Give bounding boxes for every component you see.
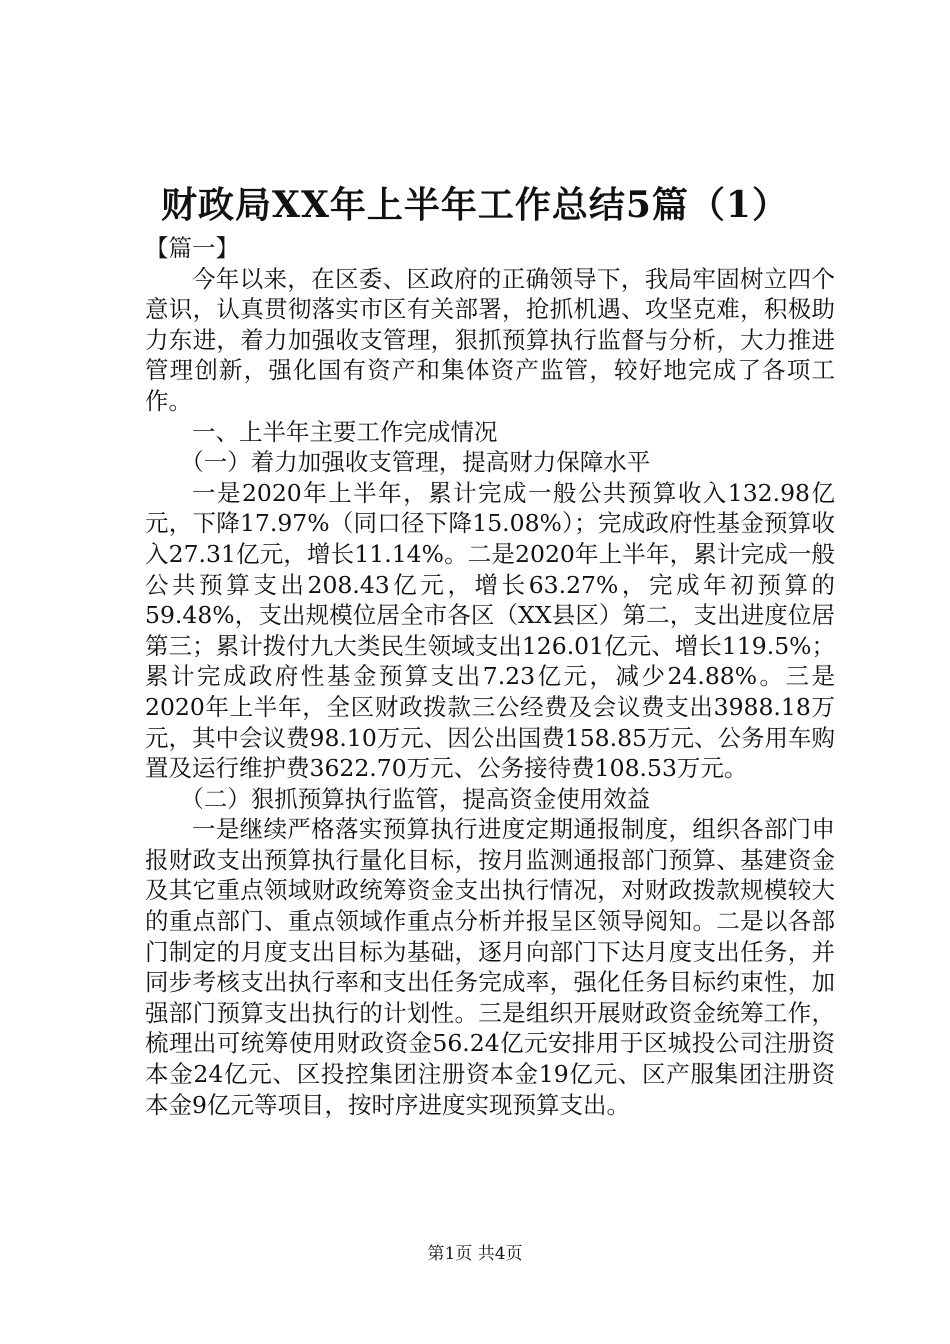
page-indicator: 第1页 共4页 xyxy=(427,1244,523,1264)
heading-level-2-b: （二）狠抓预算执行监管，提高资金使用效益 xyxy=(180,784,651,813)
heading-level-2-a: （一）着力加强收支管理，提高财力保障水平 xyxy=(180,448,651,477)
intro-paragraph: 今年以来，在区委、区政府的正确领导下，我局牢固树立四个意识，认真贯彻落实市区有关部署，抢抓机遇、攻坚克难，积极助力东进，着力加强收支管理，狠抓预算执行监督与分析，大力推进管理创新，强化国有资产和集体资产监管，较好地完成了各项工作。 xyxy=(145,264,835,415)
paragraph-revenue-expenditure: 一是2020年上半年，累计完成一般公共预算收入132.98亿元，下降17.97%（同口径下降15.08%）；完成政府性基金预算收入27.31亿元，增长11.14%。二是2020年上半年，累计完成一般公共预算支出208.43亿元，增长63.27%，完成年初预算的59.48%，支出规模位居全市各区（XX县区）第二，支出进度位居第三；累计拨付九大类民生领域支出126.01亿元、增长119.5%；累计完成政府性基金预算支出7.23亿元，减少24.88%。三是2020年上半年，全区财政拨款三公经费及会议费支出3988.18万元，其中会议费98.10万元、因公出国费158.85万元、公务用车购置及运行维护费3622.70万元、公务接待费108.53万元。 xyxy=(145,478,836,783)
document-title: 财政局XX年上半年工作总结5篇（1） xyxy=(161,184,789,226)
paragraph-budget-supervision: 一是继续严格落实预算执行进度定期通报制度，组织各部门申报财政支出预算执行量化目标，按月监测通报部门预算、基建资金及其它重点领域财政统筹资金支出执行情况，对财政拨款规模较大的重点部门、重点领域作重点分析并报呈区领导阅知。二是以各部门制定的月度支出目标为基础，逐月向部门下达月度支出任务，并同步考核支出执行率和支出任务完成率，强化任务目标约束性，加强部门预算支出执行的计划性。三是组织开展财政资金统筹工作，梳理出可统筹使用财政资金56.24亿元安排用于区城投公司注册资本金24亿元、区投控集团注册资本金19亿元、区产服集团注册资本金9亿元等项目，按时序进度实现预算支出。 xyxy=(145,815,835,1119)
heading-level-1: 一、上半年主要工作完成情况 xyxy=(192,417,498,446)
section-tag: 【篇一】 xyxy=(145,234,239,262)
document-body xyxy=(145,233,835,1120)
